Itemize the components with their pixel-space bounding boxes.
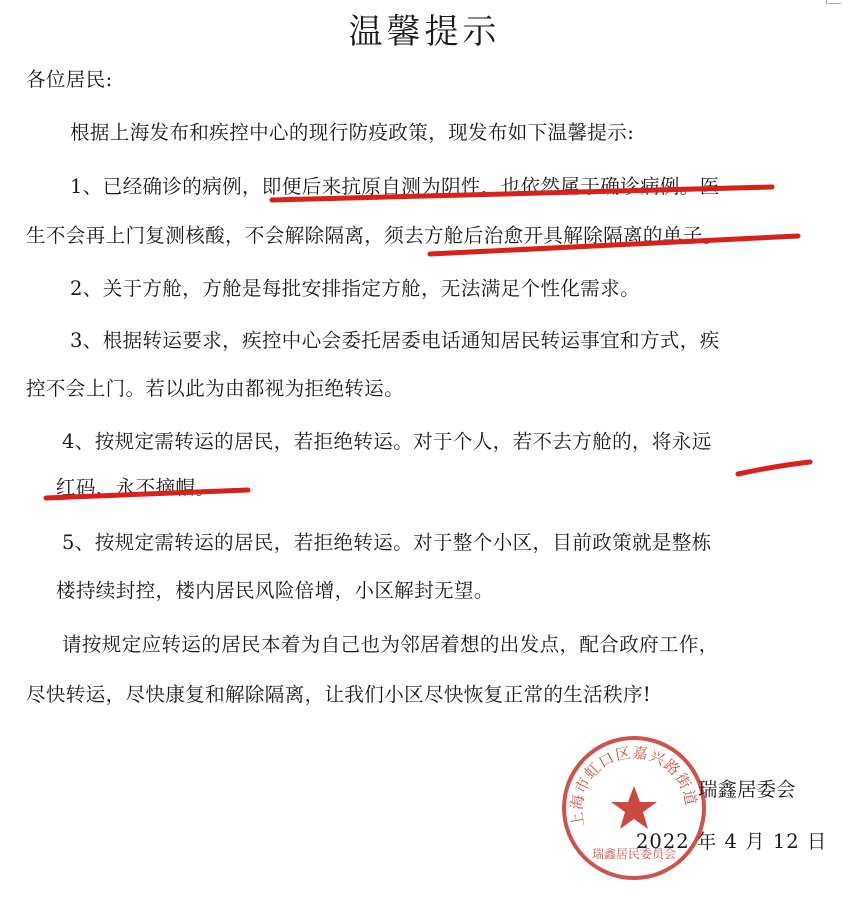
official-seal-stamp — [560, 734, 708, 882]
item-3-line-1: 3、根据转运要求，疾控中心会委托居委电话通知居民转运事宜和方式，疾 — [70, 329, 720, 352]
item-3-line-2: 控不会上门。若以此为由都视为拒绝转运。 — [26, 377, 405, 400]
committee-name: 瑞鑫居委会 — [698, 778, 796, 801]
underline-item-4-line-2 — [46, 490, 248, 498]
item-4-line-2: 红码，永不摘帽。 — [56, 476, 216, 499]
closing-line-2: 尽快转运，尽快康复和解除隔离，让我们小区尽快恢复正常的生活秩序! — [26, 683, 652, 706]
underline-item-1-line-1 — [272, 187, 772, 200]
item-1-line-2: 生不会再上门复测核酸，不会解除隔离，须去方舱后治愈开具解除隔离的单子。 — [26, 224, 723, 247]
star-icon — [611, 786, 657, 829]
item-1-line-1: 1、已经确诊的病例，即便后来抗原自测为阴性，也依然属于确诊病例。医 — [70, 175, 720, 198]
underline-item-4-line-1 — [738, 462, 810, 474]
item-4-line-1: 4、按规定需转运的居民，若拒绝转运。对于个人，若不去方舱的，将永远 — [62, 430, 712, 453]
underline-item-1-line-2 — [430, 236, 798, 254]
item-5-line-1: 5、按规定需转运的居民，若拒绝转运。对于整个小区，目前政策就是整栋 — [62, 531, 712, 554]
salutation: 各位居民: — [26, 68, 113, 91]
item-2-line-1: 2、关于方舱，方舱是每批安排指定方舱，无法满足个性化需求。 — [70, 277, 641, 300]
seal-inner-text: 瑞鑫居民委员会 — [591, 847, 677, 861]
closing-line-1: 请按规定应转运的居民本着为自己也为邻居着想的出发点，配合政府工作， — [62, 633, 719, 656]
intro-paragraph: 根据上海发布和疾控中心的现行防疫政策，现发布如下温馨提示: — [70, 121, 635, 144]
seal-outer-text: 上海市虹口区嘉兴路街道 — [567, 743, 701, 829]
page-title: 温馨提示 — [348, 12, 501, 52]
item-5-line-2: 楼持续封控，楼内居民风险倍增，小区解封无望。 — [56, 579, 494, 602]
issue-date: 2022 年 4 月 12 日 — [636, 830, 828, 853]
